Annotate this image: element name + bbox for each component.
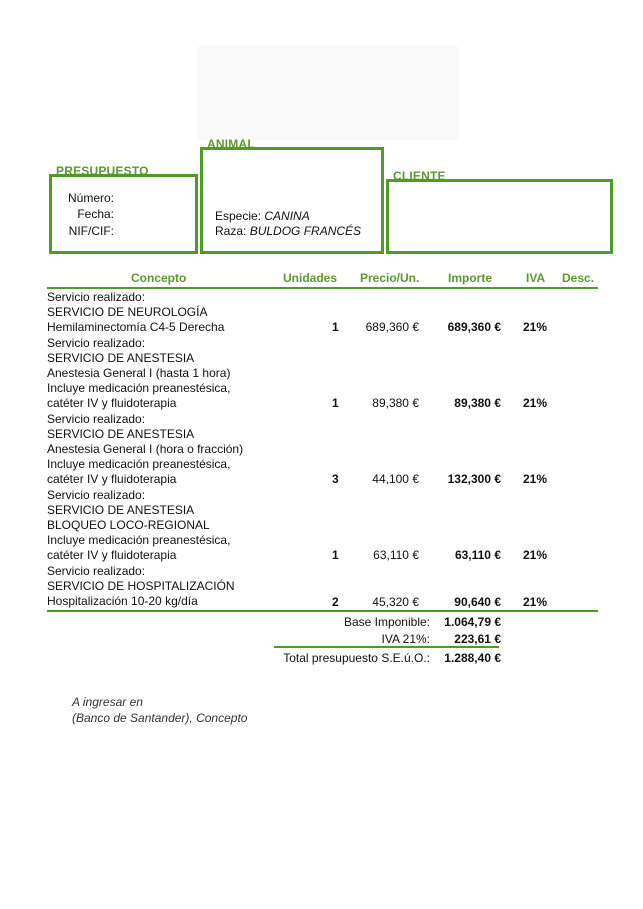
- item-line: Servicio realizado:: [47, 336, 146, 350]
- item-iva: 21%: [523, 396, 548, 410]
- item-importe: 132,300 €: [447, 472, 501, 486]
- table-bottom-rule: [47, 610, 598, 612]
- header-unidades: Unidades: [283, 271, 338, 285]
- raza-row: [215, 224, 361, 238]
- base-imponible-value: 1.064,79 €: [444, 615, 501, 629]
- raza-label: Raza:: [215, 224, 247, 238]
- item-line: BLOQUEO LOCO-REGIONAL: [47, 518, 210, 532]
- item-line: Servicio realizado:: [47, 564, 146, 578]
- especie-row: [215, 209, 310, 223]
- numero-label: Número:: [67, 191, 114, 205]
- item-importe: 89,380 €: [454, 396, 501, 410]
- item-line: Hospitalización 10-20 kg/día: [47, 594, 198, 608]
- item-precio: 89,380 €: [372, 396, 419, 410]
- item-unidades: 2: [332, 595, 339, 609]
- item-iva: 21%: [523, 595, 548, 609]
- item-line: SERVICIO DE NEUROLOGÍA: [47, 305, 208, 319]
- item-line: Incluye medicación preanestésica,: [47, 533, 231, 547]
- item-importe: 689,360 €: [447, 320, 501, 334]
- item-line: Servicio realizado:: [47, 290, 146, 304]
- fecha-label: Fecha:: [77, 207, 114, 221]
- item-line: Anestesia General I (hasta 1 hora): [47, 366, 231, 380]
- header-iva: IVA: [526, 271, 546, 285]
- item-importe: 90,640 €: [454, 595, 501, 609]
- item-line: Incluye medicación preanestésica,: [47, 457, 231, 471]
- item-unidades: 3: [332, 472, 339, 486]
- item-line: SERVICIO DE ANESTESIA: [47, 351, 195, 365]
- item-unidades: 1: [332, 396, 339, 410]
- total-presupuesto-label: Total presupuesto S.E.ú.O.:: [283, 651, 430, 665]
- item-iva: 21%: [523, 472, 548, 486]
- iva-total-value: 223,61 €: [454, 632, 501, 646]
- header-desc: Desc.: [562, 271, 595, 285]
- cliente-box: [386, 179, 613, 254]
- iva-total-label: IVA 21%:: [381, 632, 430, 646]
- item-precio: 63,110 €: [373, 548, 419, 562]
- item-line: Anestesia General I (hora o fracción): [47, 442, 244, 456]
- totals-rule: [274, 646, 499, 648]
- item-line: SERVICIO DE ANESTESIA: [47, 503, 195, 517]
- item-precio: 44,100 €: [372, 472, 419, 486]
- base-imponible-label: Base Imponible:: [343, 615, 430, 629]
- item-importe: 63,110 €: [454, 548, 501, 562]
- item-unidades: 1: [332, 548, 339, 562]
- footer-line-2: (Banco de Santander), Concepto: [72, 711, 248, 725]
- nif-label: NIF/CIF:: [68, 224, 114, 238]
- item-line: SERVICIO DE ANESTESIA: [47, 427, 195, 441]
- item-line: catéter IV y fluidoterapia: [47, 548, 177, 562]
- header-rule: [47, 287, 598, 289]
- raza-value: BULDOG FRANCÉS: [249, 224, 362, 238]
- item-line: SERVICIO DE HOSPITALIZACIÓN: [47, 579, 235, 593]
- item-line: Servicio realizado:: [47, 412, 146, 426]
- cliente-title: CLIENTE: [393, 169, 446, 183]
- especie-value: CANINA: [264, 209, 310, 223]
- item-unidades: 1: [332, 320, 339, 334]
- header-importe: Importe: [448, 271, 493, 285]
- item-iva: 21%: [523, 320, 548, 334]
- animal-title: ANIMAL: [207, 137, 255, 151]
- logo-placeholder: [198, 45, 458, 140]
- especie-label: Especie:: [215, 209, 262, 223]
- item-precio: 45,320 €: [372, 595, 419, 609]
- header-precio: Precio/Un.: [360, 271, 420, 285]
- item-line: Hemilaminectomía C4-5 Derecha: [47, 320, 225, 334]
- item-line: catéter IV y fluidoterapia: [47, 396, 177, 410]
- footer-line-1: A ingresar en: [72, 695, 143, 709]
- item-line: catéter IV y fluidoterapia: [47, 472, 177, 486]
- total-presupuesto-value: 1.288,40 €: [444, 651, 501, 665]
- item-precio: 689,360 €: [365, 320, 419, 334]
- item-line: Incluye medicación preanestésica,: [47, 381, 231, 395]
- item-line: Servicio realizado:: [47, 488, 146, 502]
- item-iva: 21%: [523, 548, 548, 562]
- header-concepto: Concepto: [131, 271, 187, 285]
- presupuesto-title: PRESUPUESTO: [56, 164, 149, 178]
